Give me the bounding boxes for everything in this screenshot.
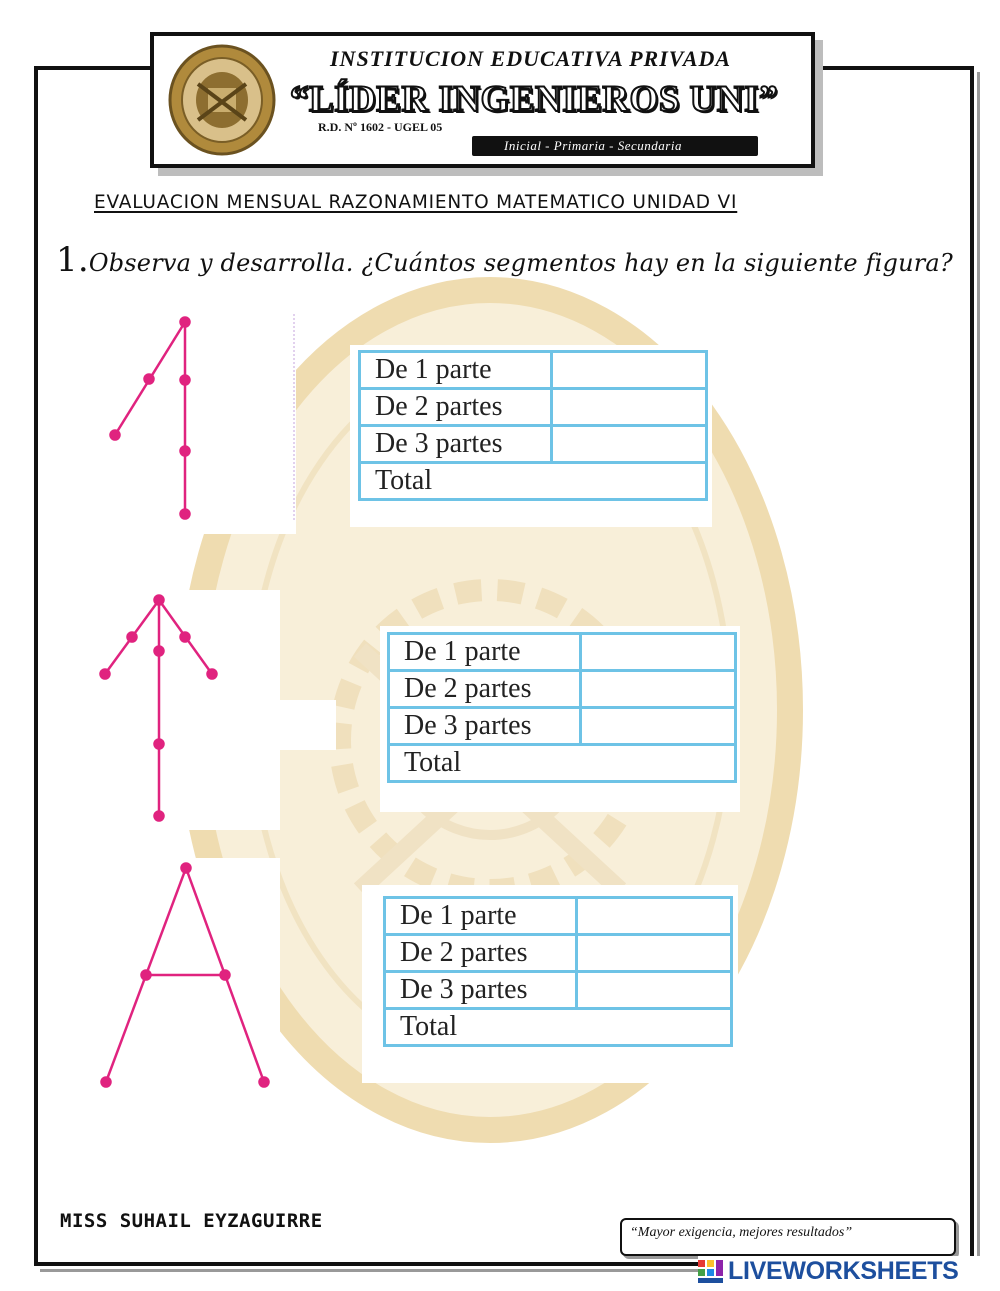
answer-cell[interactable] bbox=[576, 898, 731, 935]
answer-input-2-partes[interactable] bbox=[582, 672, 734, 706]
table-row bbox=[385, 972, 732, 1009]
row-label: De 2 partes bbox=[389, 671, 581, 708]
table-row bbox=[360, 352, 707, 389]
institution-name: “LÍDER INGENIEROS UNI” bbox=[290, 79, 778, 120]
resolution-number: R.D. Nº 1602 - UGEL 05 bbox=[318, 120, 443, 134]
total-cell[interactable] bbox=[580, 745, 735, 782]
answer-cell[interactable] bbox=[551, 389, 706, 426]
answer-input-1-parte[interactable] bbox=[553, 353, 705, 387]
row-label: De 1 parte bbox=[385, 898, 577, 935]
liveworksheets-brand[interactable]: LIVEWORKSHEETS bbox=[728, 1257, 959, 1285]
answer-input-3-partes[interactable] bbox=[582, 709, 734, 743]
table-row bbox=[389, 634, 736, 671]
answer-cell[interactable] bbox=[576, 935, 731, 972]
table-row bbox=[389, 671, 736, 708]
table-row bbox=[360, 426, 707, 463]
figure-arrow-background-notch bbox=[280, 700, 336, 750]
table-row bbox=[389, 745, 736, 782]
segment-figure-a-icon bbox=[94, 858, 280, 1094]
answer-input-3-partes[interactable] bbox=[578, 973, 730, 1007]
answer-cell[interactable] bbox=[580, 671, 735, 708]
row-label: De 3 partes bbox=[389, 708, 581, 745]
total-cell[interactable] bbox=[551, 463, 706, 500]
total-label: Total bbox=[360, 463, 552, 500]
segment-figure-arrow-icon bbox=[94, 590, 280, 830]
answer-cell[interactable] bbox=[576, 972, 731, 1009]
total-input[interactable] bbox=[576, 1010, 730, 1044]
exam-title: EVALUACION MENSUAL RAZONAMIENTO MATEMATICO UNIDAD VI bbox=[94, 192, 738, 213]
table-row bbox=[385, 935, 732, 972]
segments-table-3 bbox=[383, 896, 733, 1047]
total-label: Total bbox=[389, 745, 581, 782]
table-row bbox=[389, 708, 736, 745]
segment-figure-1-icon bbox=[96, 312, 306, 534]
levels-text: Inicial - Primaria - Secundaria bbox=[504, 138, 682, 153]
segments-table-1 bbox=[358, 350, 708, 501]
question-text: Observa y desarrolla. ¿Cuántos segmentos hay en la siguiente figura? bbox=[88, 249, 954, 277]
row-label: De 3 partes bbox=[385, 972, 577, 1009]
row-label: De 3 partes bbox=[360, 426, 552, 463]
answer-input-3-partes[interactable] bbox=[553, 427, 705, 461]
answer-input-1-parte[interactable] bbox=[582, 635, 734, 669]
answer-cell[interactable] bbox=[580, 634, 735, 671]
answer-input-2-partes[interactable] bbox=[578, 936, 730, 970]
school-seal-icon bbox=[168, 44, 276, 156]
total-label: Total bbox=[385, 1009, 577, 1046]
teacher-name: MISS SUHAIL EYZAGUIRRE bbox=[60, 1210, 323, 1232]
row-label: De 2 partes bbox=[360, 389, 552, 426]
row-label: De 1 parte bbox=[389, 634, 581, 671]
row-label: De 2 partes bbox=[385, 935, 577, 972]
table-row bbox=[385, 1009, 732, 1046]
row-label: De 1 parte bbox=[360, 352, 552, 389]
institution-type: INSTITUCION EDUCATIVA PRIVADA bbox=[330, 46, 732, 71]
answer-input-1-parte[interactable] bbox=[578, 899, 730, 933]
answer-input-2-partes[interactable] bbox=[553, 390, 705, 424]
table-row bbox=[385, 898, 732, 935]
table-row bbox=[360, 389, 707, 426]
question-number: 1. bbox=[56, 240, 89, 280]
table-row bbox=[360, 463, 707, 500]
total-cell[interactable] bbox=[576, 1009, 731, 1046]
total-input[interactable] bbox=[580, 746, 734, 780]
segments-table-2 bbox=[387, 632, 737, 783]
total-input[interactable] bbox=[551, 464, 705, 498]
question-1 bbox=[56, 240, 953, 280]
answer-cell[interactable] bbox=[551, 352, 706, 389]
motto-text: “Mayor exigencia, mejores resultados” bbox=[630, 1225, 853, 1240]
answer-cell[interactable] bbox=[580, 708, 735, 745]
liveworksheets-logo-icon bbox=[698, 1260, 724, 1284]
answer-cell[interactable] bbox=[551, 426, 706, 463]
